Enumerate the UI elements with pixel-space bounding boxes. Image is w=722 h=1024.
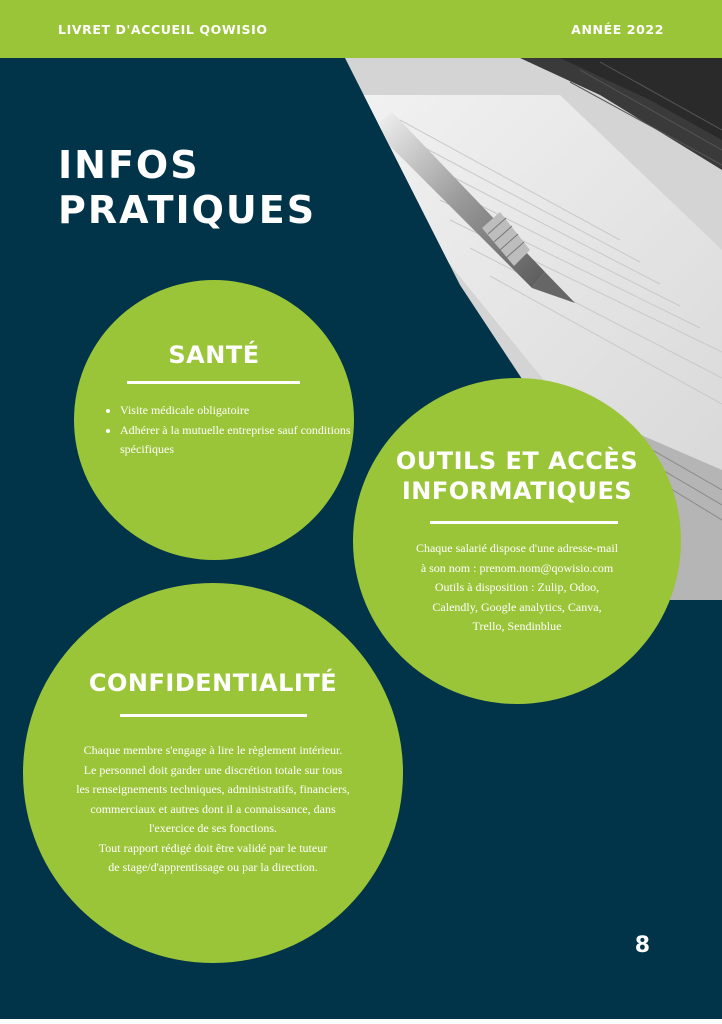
sante-divider — [127, 381, 300, 384]
confidentialite-line: Tout rapport rédigé doit être validé par le tuteur — [98, 840, 328, 855]
confidentialite-heading: CONFIDENTIALITÉ — [88, 669, 338, 697]
confidentialite-circle — [23, 583, 403, 963]
outils-text — [373, 539, 661, 637]
confidentialite-line: Le personnel doit garder une discrétion totale sur tous — [83, 762, 343, 777]
confidentialite-line: commerciaux et autres dont il a connaissance, dans — [90, 801, 336, 816]
outils-circle — [353, 378, 681, 704]
year-label: ANNÉE 2022 — [571, 22, 664, 37]
sante-heading: SANTÉ — [168, 341, 260, 369]
page-number: 8 — [634, 933, 650, 958]
confidentialite-line: les renseignements techniques, administratifs, financiers, — [76, 782, 350, 796]
sante-list — [102, 401, 360, 460]
outils-line: Outils à disposition : Zulip, Odoo, — [434, 580, 600, 594]
outils-heading-line-1: OUTILS ET ACCÈS — [395, 447, 639, 475]
sante-item: • Adhérer à la mutuelle entreprise sauf conditions spécifiques — [120, 421, 360, 460]
outils-line: Calendly, Google analytics, Canva, — [432, 599, 602, 614]
sante-circle — [74, 280, 354, 560]
outils-line: à son nom : prenom.nom@qowisio.com — [420, 560, 614, 575]
confidentialite-line: Chaque membre s'engage à lire le règlement intérieur. — [83, 743, 343, 757]
booklet-title: LIVRET D'ACCUEIL QOWISIO — [58, 22, 268, 37]
page-title — [58, 143, 316, 233]
outils-line: Trello, Sendinblue — [472, 619, 562, 633]
outils-line: Chaque salarié dispose d'une adresse-mail — [415, 541, 619, 555]
bottom-edge — [0, 1019, 722, 1024]
outils-heading-line-2: INFORMATIQUES — [401, 477, 633, 505]
title-line-2: PRATIQUES — [58, 188, 317, 232]
confidentialite-text — [35, 741, 391, 878]
sante-item: • Visite médicale obligatoire — [120, 401, 360, 421]
confidentialite-divider — [120, 714, 307, 717]
title-line-1: INFOS — [58, 143, 200, 187]
outils-divider — [430, 521, 618, 524]
confidentialite-line: de stage/d'apprentissage ou par la direction. — [108, 860, 318, 874]
outils-heading — [353, 446, 681, 506]
confidentialite-line: l'exercice de ses fonctions. — [148, 821, 278, 835]
